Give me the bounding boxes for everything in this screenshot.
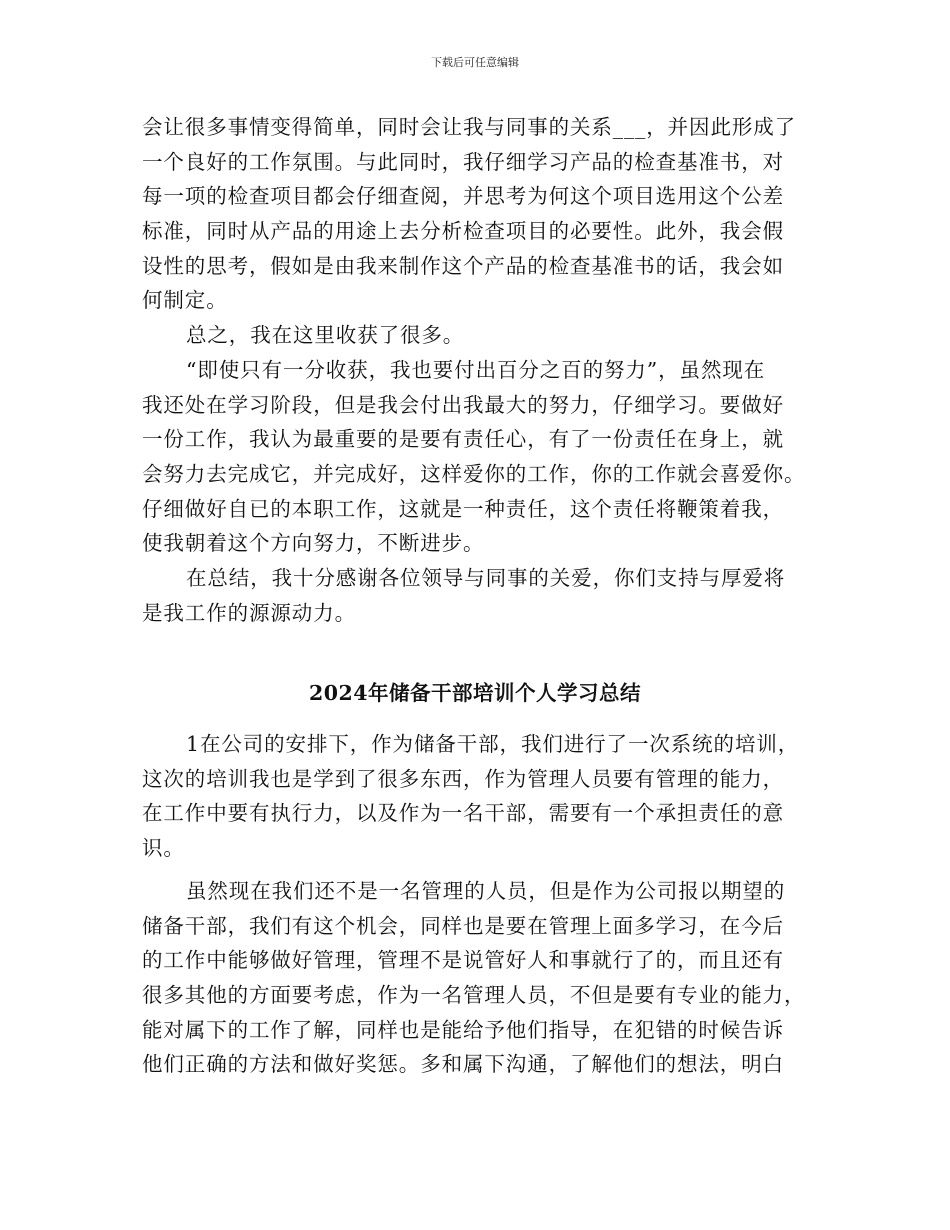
paragraph-line: 一份工作，我认为最重要的是要有责任心，有了一份责任在身上，就 [142,427,784,452]
section-1-text [142,110,812,630]
paragraph-line: 这次的培训我也是学到了很多东西，作为管理人员要有管理的能力， [142,766,784,791]
page-header: 下载后可任意编辑 [431,56,519,69]
paragraph-line: 总之，我在这里收获了很多。 [186,323,465,348]
paragraph-line: 很多其他的方面要考虑，作为一名管理人员，不但是要有专业的能力， [142,983,806,1008]
paragraph-line: 会让很多事情变得简单，同时会让我与同事的关系___，并因此形成了 [142,115,797,139]
section-title: 2024年储备干部培训个人学习总结 [308,681,642,705]
paragraph-line: 仔细做好自已的本职工作，这就是一种责任，这个责任将鞭策着我， [142,496,784,521]
paragraph-line: 他们正确的方法和做好奖惩。多和属下沟通，了解他们的想法，明白 [142,1052,784,1077]
paragraph-line: 会努力去完成它，并完成好，这样爱你的工作，你的工作就会喜爱你。 [142,461,806,486]
paragraph-line: 的工作中能够做好管理，管理不是说管好人和事就行了的，而且还有 [142,948,784,973]
paragraph-line: 使我朝着这个方向努力，不断进步。 [142,531,485,556]
paragraph-line: 在总结，我十分感谢各位领导与同事的关爱，你们支持与厚爱将 [186,565,786,590]
section-2-text [142,727,812,866]
paragraph-line: 储备干部，我们有这个机会，同样也是要在管理上面多学习，在今后 [142,913,784,938]
paragraph-line: 何制定。 [142,288,228,313]
paragraph-line: 一个良好的工作氛围。与此同时，我仔细学习产品的检查基准书，对 [142,149,784,174]
paragraph-line: 设性的思考，假如是由我来制作这个产品的检查基准书的话，我会如 [142,253,784,278]
paragraph-line: “即使只有一分收获，我也要付出百分之百的努力”，虽然现在 [186,357,766,382]
section-3-text [142,874,812,1082]
paragraph-line: 标准，同时从产品的用途上去分析检查项目的必要性。此外，我会假 [142,219,784,244]
paragraph-line: 1在公司的安排下，作为储备干部，我们进行了一次系统的培训， [186,732,800,756]
paragraph-line: 能对属下的工作了解，同样也是能给予他们指导，在犯错的时候告诉 [142,1017,784,1042]
paragraph-line: 识。 [142,836,185,861]
paragraph-line: 是我工作的源源动力。 [142,600,356,625]
paragraph-line: 我还处在学习阶段，但是我会付出我最大的努力，仔细学习。要做好 [142,392,784,417]
paragraph-line: 虽然现在我们还不是一名管理的人员，但是作为公司报以期望的 [186,879,786,903]
paragraph-line: 每一项的检查项目都会仔细查阅，并思考为何这个项目选用这个公差 [142,184,784,209]
paragraph-line: 在工作中要有执行力，以及作为一名干部，需要有一个承担责任的意 [142,801,784,826]
